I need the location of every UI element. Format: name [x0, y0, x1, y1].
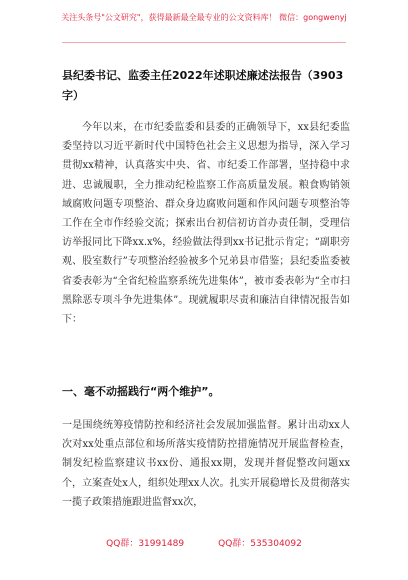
promo-banner: 关注头条号"公文研究"，获得最新最全最专业的公文资料库！ 微信：gongwenyj: [61, 13, 347, 22]
promo-divider: [62, 42, 346, 43]
section-heading: 一、毫不动摇践行“两个维护”。: [62, 385, 220, 398]
document-title: 县纪委书记、监委主任2022年述职述廉述法报告（3903字）: [62, 69, 344, 102]
footer-contacts: [0, 536, 408, 549]
intro-paragraph: 今年以来，在市纪委监委和县委的正确领导下，xx县纪委监委坚持以习近平新时代中国特色社会主义思想为指导，深入学习贯彻xx精神，认真落实中央、省、市纪委工作部署，坚持稳中求进、忠诚履职，全力推动纪检监察工作高质量发展。粮食购销领域腐败问题专项整治、群众身边腐败问题和作风问题专项整治等工作在全市作经验交流；探索出台初信初访首办责任制，受理信访举报同比下降xx.x%，经验做法得到xx书记批示肯定；“副职旁观、股室数行”专项整治经验被多个兄弟县市借鉴；县纪委监委被省委表彰为“全省纪检监察系统先进集体”，被市委表彰为“全市扫黑除恶专项斗争先进集体”。现就履职尽责和廉洁自律情况报告如下：: [62, 122, 350, 326]
section-paragraph: 一是围绕统筹疫情防控和经济社会发展加强监督。累计出动xx人次对xx处重点部位和场所落实疫情防控措施情况开展监督检查，制发纪检监察建议书xx份、通报xx期，发现并督促整改问题xx个，立案查处x人，组织处理xx人次。扎实开展稳增长及贯彻落实一揽子政策措施跟进监督xx次，: [62, 420, 350, 508]
footer-qq-group-1: QQ群：31991489: [106, 539, 185, 549]
footer-qq-group-2: QQ群：535304092: [218, 539, 302, 549]
